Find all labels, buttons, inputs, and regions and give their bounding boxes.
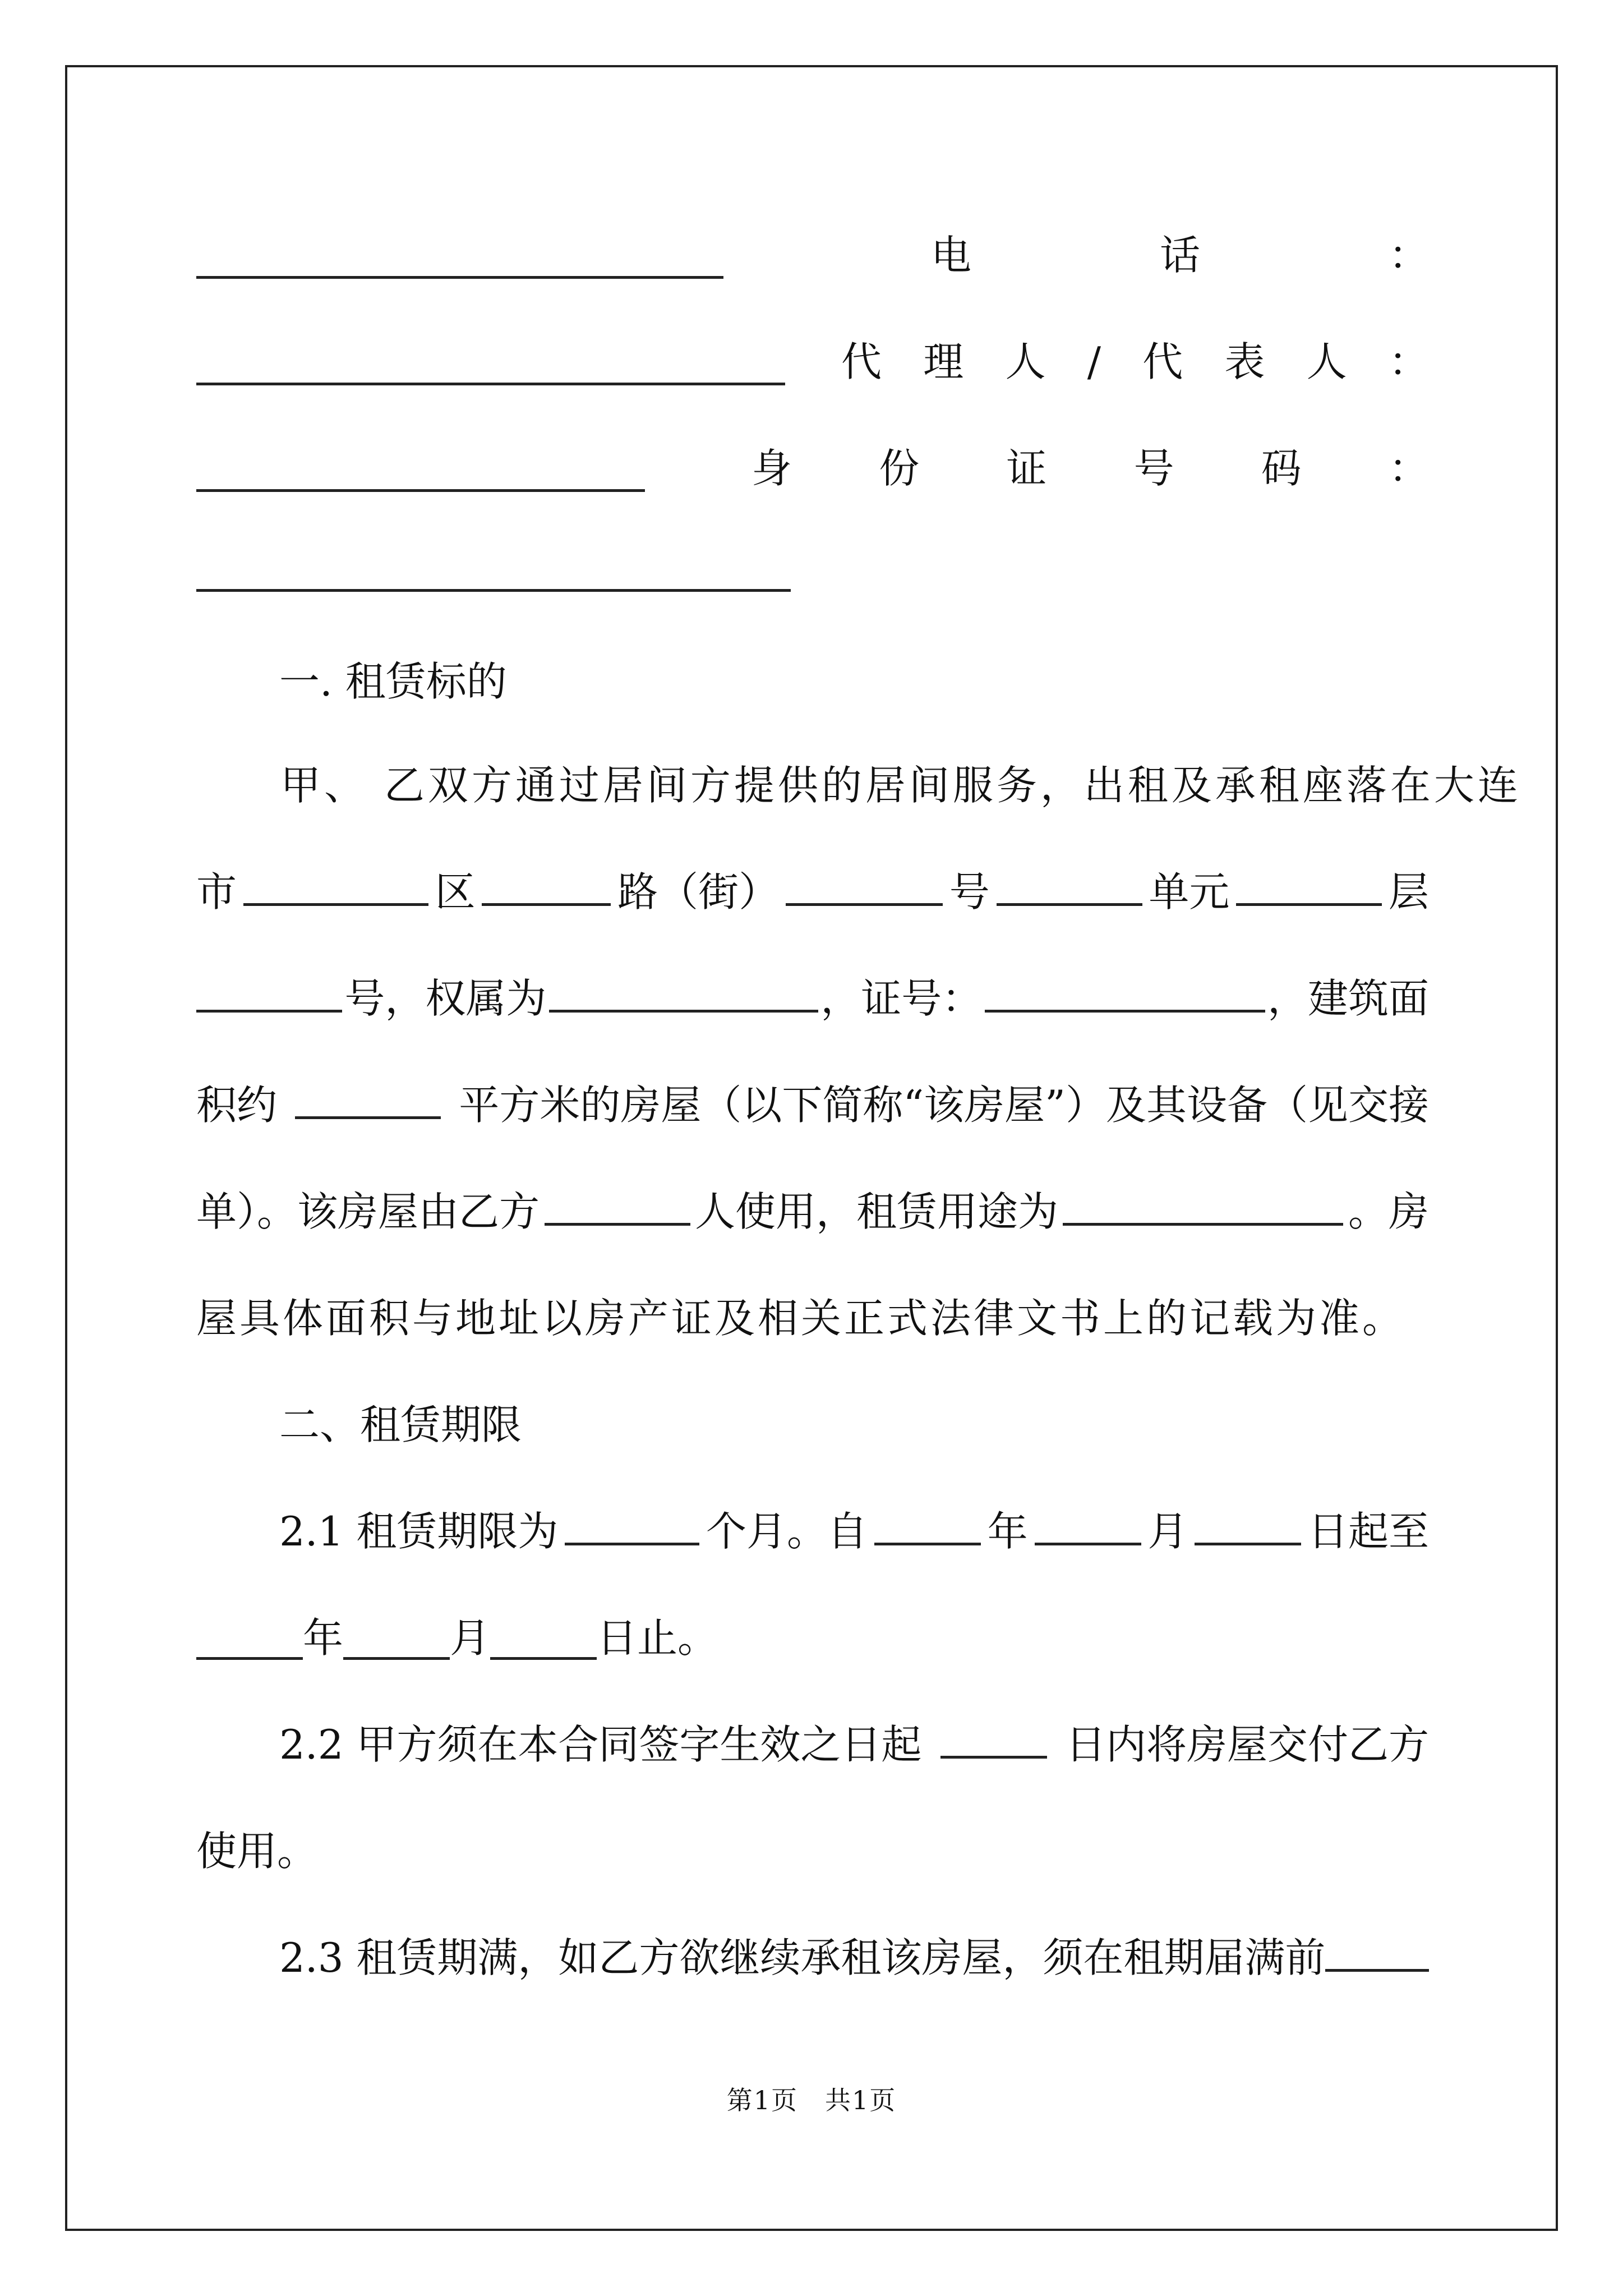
- agent-row: [196, 331, 1429, 393]
- blank-line: [1035, 1502, 1141, 1545]
- text: 市: [196, 868, 237, 915]
- id-label-char: ：: [1388, 445, 1429, 492]
- phone-row: [196, 224, 1429, 286]
- blank-line: [985, 969, 1265, 1013]
- text: 单）。该房屋由乙方: [196, 1188, 540, 1235]
- text: 平方米的房屋（以下简称“该房屋”）及其设备（见交接: [459, 1082, 1429, 1129]
- text: 个月。自: [706, 1508, 868, 1555]
- paragraph-line: [196, 1607, 1429, 1669]
- paragraph-line: [196, 968, 1429, 1029]
- text: 2.2 甲方须在本合同签字生效之日起: [279, 1721, 922, 1768]
- phone-label-char: 话: [1159, 232, 1200, 279]
- page-footer: [0, 2080, 1623, 2117]
- blank-line: [997, 863, 1142, 906]
- paragraph-line: [280, 754, 1521, 816]
- text: 2.1 租赁期限为: [279, 1508, 559, 1555]
- blank-line: [940, 1715, 1047, 1759]
- text: 。房: [1348, 1188, 1429, 1235]
- text: ，建筑面: [1267, 975, 1429, 1022]
- text: 号: [949, 868, 990, 915]
- text: 日止。: [597, 1614, 718, 1662]
- blank-line: [243, 863, 428, 906]
- blank-line: [565, 1502, 699, 1545]
- blank-line: [196, 331, 785, 385]
- paragraph-line: [279, 1714, 1429, 1775]
- agent-label-char: 人: [1005, 338, 1046, 385]
- section-title: [279, 1394, 1429, 1456]
- text: 积约: [196, 1082, 278, 1129]
- blank-line: [482, 863, 611, 906]
- text: 甲、 乙双方通过居间方提供的居间服务，出租及承租座落在大连: [280, 762, 1521, 809]
- blank-line: [1236, 863, 1382, 906]
- text: 2.3 租赁期满，如乙方欲继续承租该房屋，须在租期届满前: [279, 1934, 1326, 1981]
- blank-line: [1325, 1929, 1429, 1972]
- id-label-char: 号: [1133, 445, 1174, 492]
- id-label-char: 身: [751, 445, 792, 492]
- blank-line: [196, 969, 342, 1013]
- blank-line: [545, 1182, 690, 1226]
- id-label-char: 份: [879, 445, 920, 492]
- paragraph-line: [279, 1927, 1429, 1989]
- blank-line: [196, 438, 645, 492]
- text: 层: [1388, 868, 1429, 915]
- paragraph-line: [196, 1820, 1429, 1882]
- text: 号，权属为: [344, 975, 547, 1022]
- paragraph-line: [196, 1074, 1429, 1136]
- phone-label-char: 电: [931, 232, 972, 279]
- blank-line: [196, 224, 723, 279]
- text: 年: [303, 1614, 344, 1662]
- id-row: [196, 438, 1429, 499]
- text: 日起至: [1307, 1508, 1429, 1555]
- text: 区: [435, 868, 476, 915]
- blank-line: [343, 1617, 450, 1660]
- id-label-char: 码: [1261, 445, 1302, 492]
- paragraph-line: [196, 1181, 1429, 1243]
- text: 人使用，租赁用途为: [694, 1188, 1058, 1235]
- id-label-char: 证: [1006, 445, 1047, 492]
- section-title: [279, 651, 1429, 712]
- agent-label-char: /: [1087, 338, 1101, 385]
- agent-label-char: 理: [923, 338, 964, 385]
- text: 单元: [1149, 868, 1230, 915]
- section-2-title: 二、租赁期限: [279, 1401, 522, 1448]
- blank-line: [295, 1076, 441, 1119]
- blank-line: [874, 1502, 981, 1545]
- text: 月: [1147, 1508, 1188, 1555]
- paragraph-line: [196, 861, 1429, 923]
- text: 日内将房屋交付乙方: [1065, 1721, 1429, 1768]
- agent-label-char: 表: [1224, 338, 1265, 385]
- text: 路（街）: [617, 868, 780, 915]
- blank-line: [786, 863, 943, 906]
- agent-label-char: 人: [1306, 338, 1347, 385]
- page-number: 第1页 共1页: [726, 2085, 897, 2115]
- phone-label-char: ：: [1388, 232, 1429, 279]
- blank-line: [549, 969, 818, 1013]
- blank-line: [490, 1617, 597, 1660]
- text: 屋具体面积与地址以房产证及相关正式法律文书上的记载为准。: [196, 1295, 1406, 1342]
- paragraph-line: [196, 1287, 1429, 1349]
- text: 年: [987, 1508, 1028, 1555]
- blank-line: [1063, 1182, 1343, 1226]
- agent-label-char: 代: [841, 338, 882, 385]
- text: 月: [450, 1614, 491, 1662]
- section-1-title: 一. 租赁标的: [279, 658, 507, 705]
- blank-line: [196, 1617, 303, 1660]
- agent-label-char: 代: [1142, 338, 1183, 385]
- text: ，证号：: [820, 975, 983, 1022]
- blank-row: [196, 537, 1429, 599]
- agent-label-char: ：: [1388, 338, 1429, 385]
- text: 使用。: [196, 1828, 318, 1875]
- blank-line: [1195, 1502, 1301, 1545]
- blank-line: [196, 537, 791, 592]
- paragraph-line: [279, 1501, 1429, 1562]
